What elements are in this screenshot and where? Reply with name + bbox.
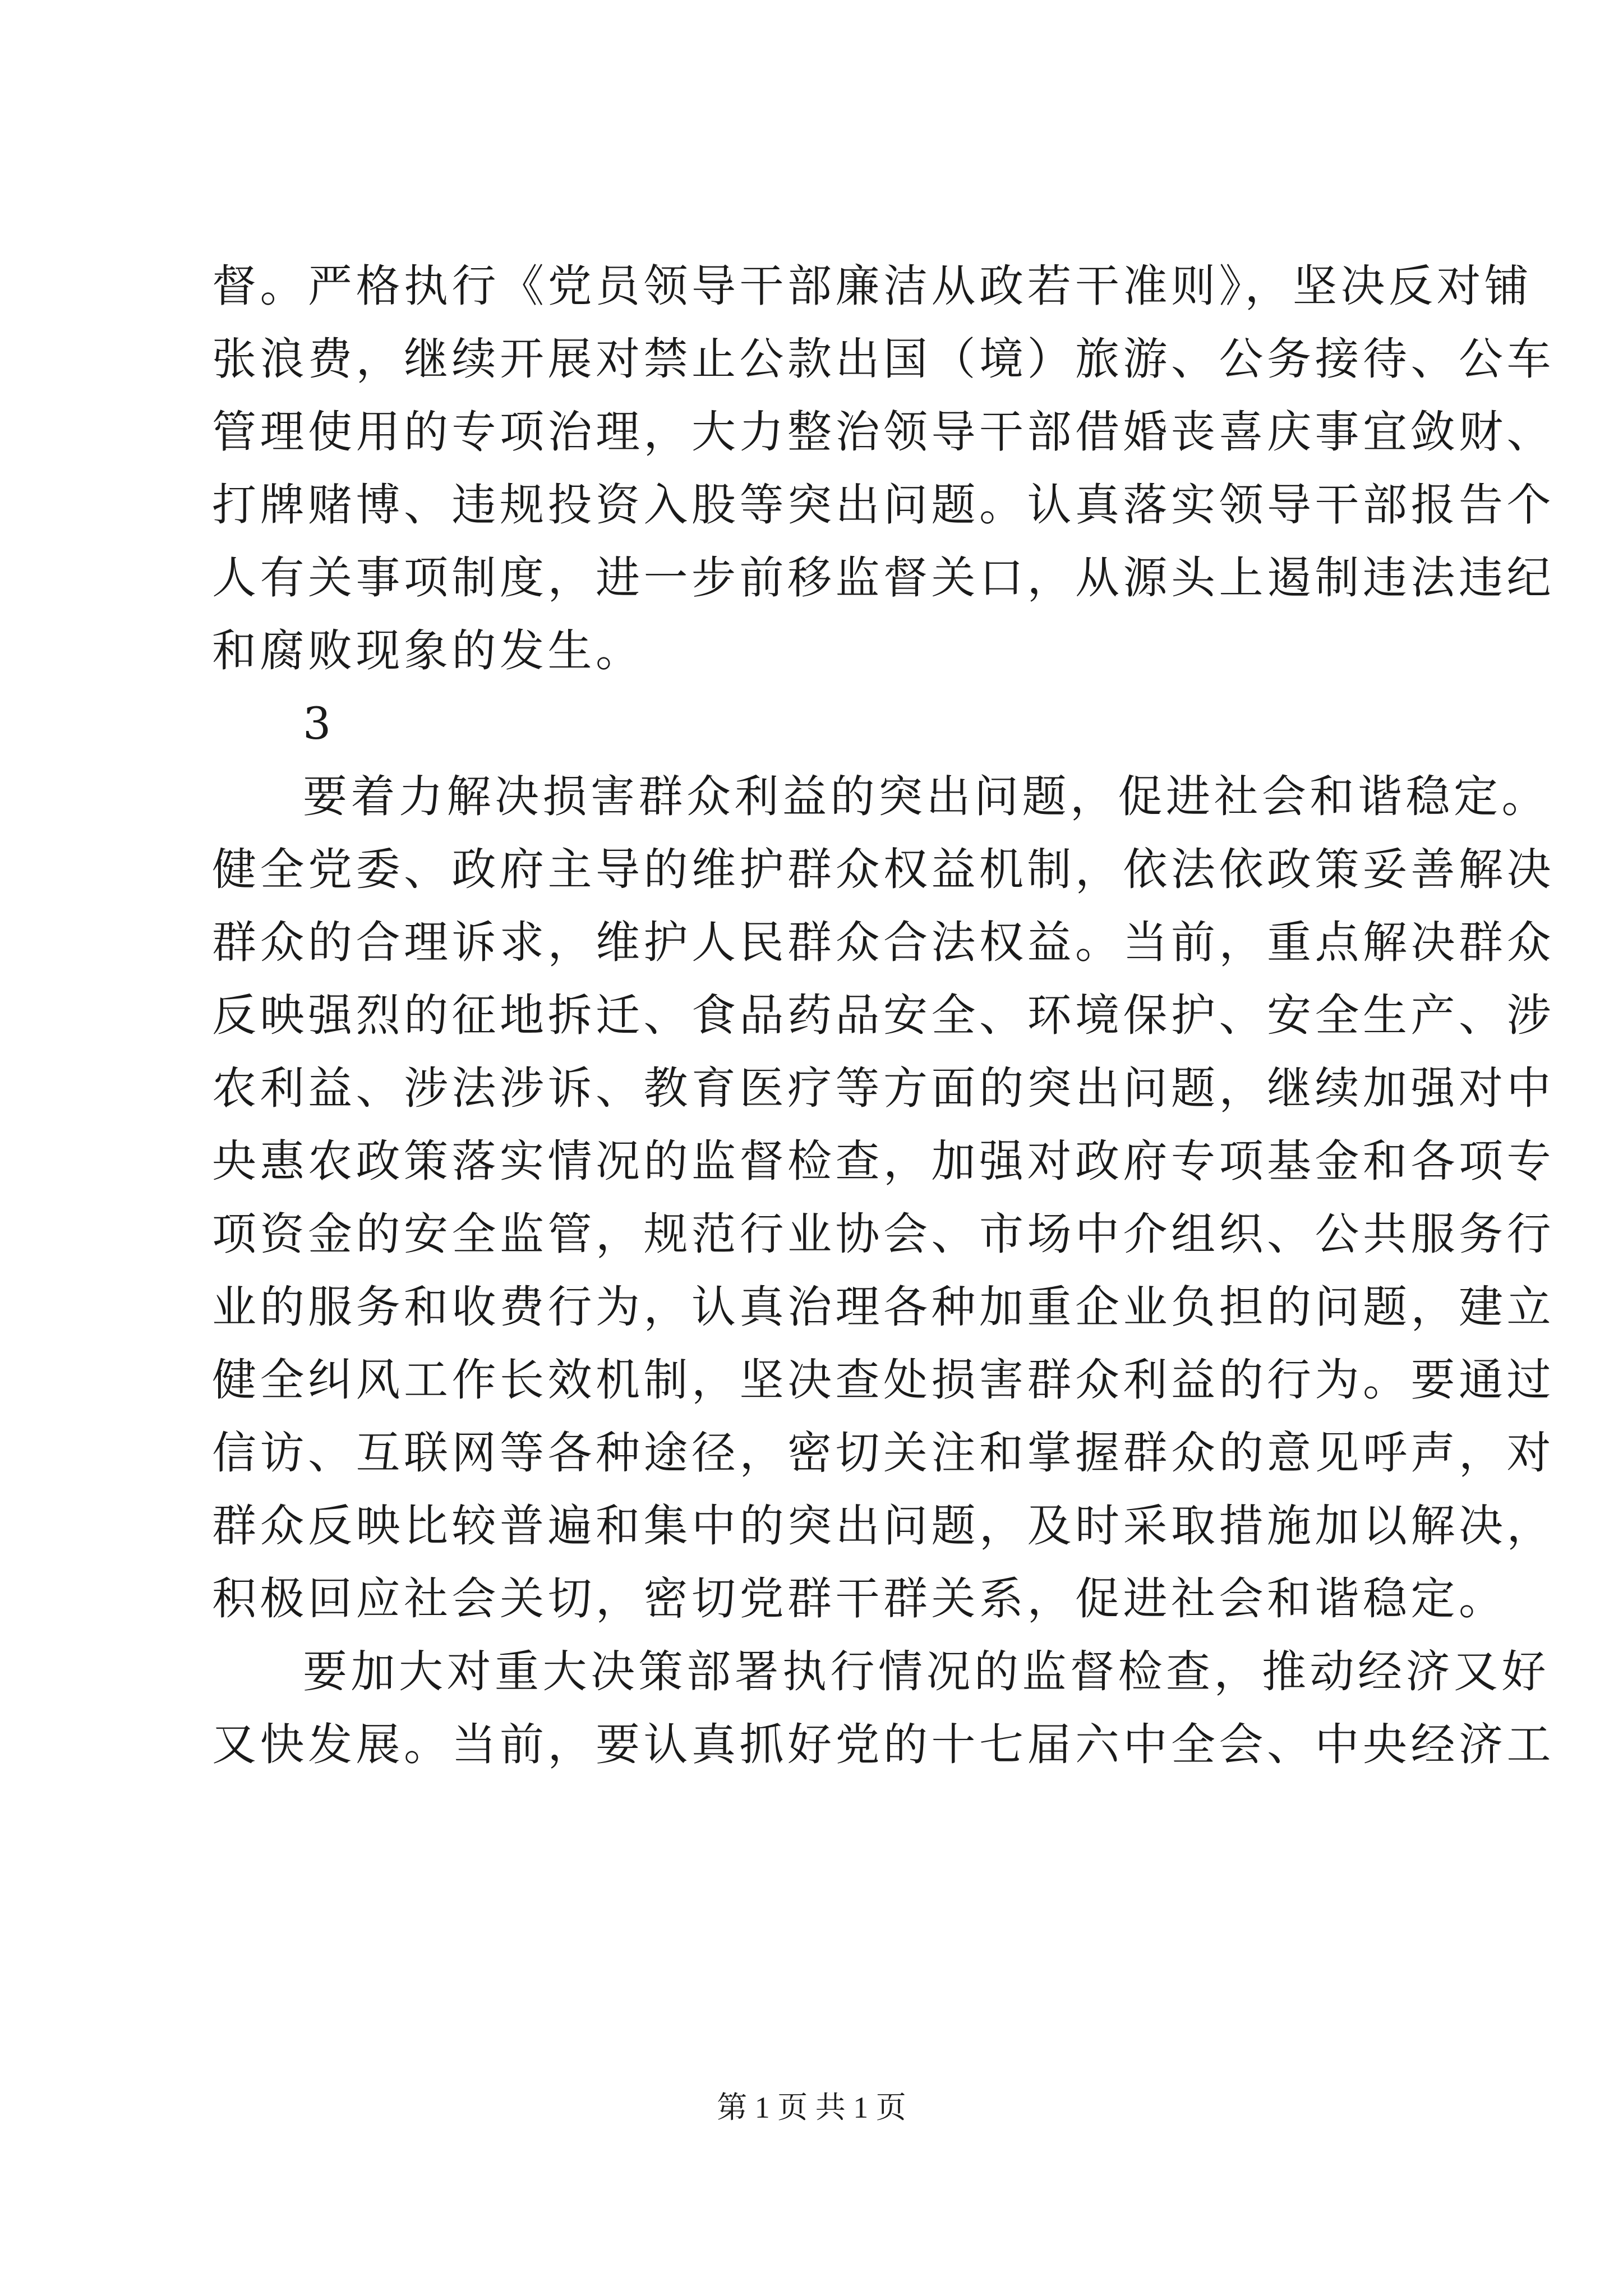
- text-line: 管理使用的专项治理，大力整治领导干部借婚丧喜庆事宜敛财、: [212, 406, 1555, 458]
- text-line: 健全党委、政府主导的维护群众权益机制，依法依政策妥善解决: [212, 844, 1555, 895]
- text-line: 又快发展。当前，要认真抓好党的十七届六中全会、中央经济工: [212, 1719, 1555, 1770]
- text-line: 和腐败现象的发生。: [212, 625, 644, 677]
- paragraph-2: [212, 760, 1555, 1635]
- text-line: 要着力解决损害群众利益的突出问题，促进社会和谐稳定。: [303, 771, 1550, 822]
- text-line: 群众反映比较普遍和集中的突出问题，及时采取措施加以解决，: [212, 1500, 1555, 1552]
- page-footer: 第 1 页 共 1 页: [717, 2091, 906, 2124]
- text-line: 健全纠风工作长效机制，坚决查处损害群众利益的行为。要通过: [212, 1354, 1555, 1406]
- text-line: 央惠农政策落实情况的监督检查，加强对政府专项基金和各项专: [212, 1135, 1555, 1187]
- text-line: 群众的合理诉求，维护人民群众合法权益。当前，重点解决群众: [212, 917, 1555, 968]
- text-line: 农利益、涉法涉诉、教育医疗等方面的突出问题，继续加强对中: [212, 1062, 1555, 1114]
- text-line: 积极回应社会关切，密切党群干群关系，促进社会和谐稳定。: [212, 1573, 1507, 1625]
- document-body: [212, 250, 1555, 1781]
- paragraph-1: [212, 250, 1555, 687]
- text-line: 张浪费，继续开展对禁止公款出国（境）旅游、公务接待、公车: [212, 333, 1555, 385]
- paragraph-3: [212, 1635, 1555, 1781]
- text-line: 人有关事项制度，进一步前移监督关口，从源头上遏制违法违纪: [212, 552, 1555, 604]
- text-line: 信访、互联网等各种途径，密切关注和掌握群众的意见呼声，对: [212, 1427, 1555, 1479]
- text-line: 打牌赌博、违规投资入股等突出问题。认真落实领导干部报告个: [212, 479, 1555, 531]
- text-line: 业的服务和收费行为，认真治理各种加重企业负担的问题，建立: [212, 1281, 1555, 1333]
- section-number: 3: [303, 698, 331, 749]
- text-line: 反映强烈的征地拆迁、食品药品安全、环境保护、安全生产、涉: [212, 990, 1555, 1041]
- text-line: 要加大对重大决策部署执行情况的监督检查，推动经济又好: [303, 1646, 1550, 1697]
- text-line: 项资金的安全监管，规范行业协会、市场中介组织、公共服务行: [212, 1208, 1555, 1260]
- text-line: 督。严格执行《党员领导干部廉洁从政若干准则》，坚决反对铺: [212, 260, 1533, 312]
